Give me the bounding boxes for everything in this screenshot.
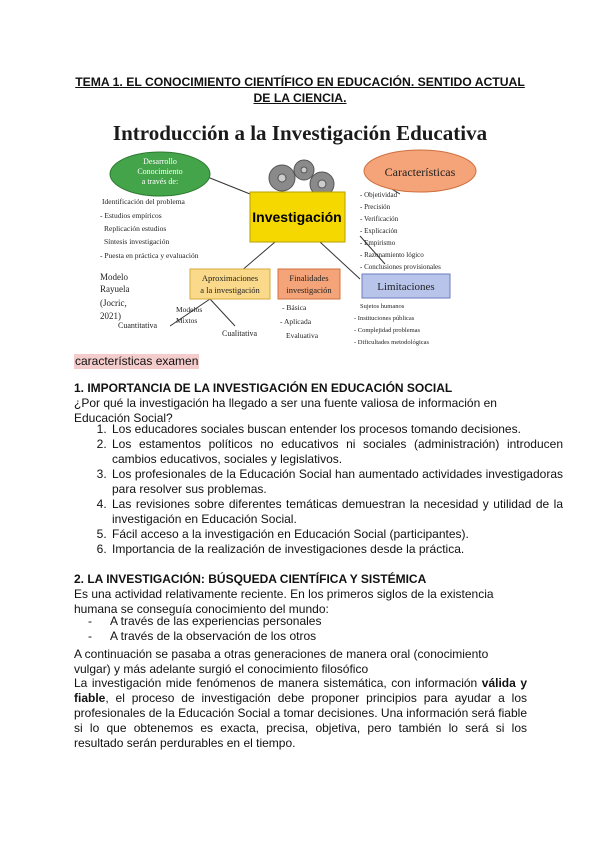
page-title <box>60 74 540 106</box>
cuantitativa-label: Cuantitativa <box>118 321 158 330</box>
list-item: 6. Importancia de la realización de investigaciones desde la práctica. <box>110 542 563 557</box>
para3-bold: válida y fiable <box>74 676 528 705</box>
gears-icon <box>269 160 334 196</box>
title-line-1: TEMA 1. EL CONOCIMIENTO CIENTÍFICO EN EDUCACIÓN. SENTIDO ACTUAL <box>75 75 525 89</box>
desarrollo-items <box>100 197 199 260</box>
modelo-rayuela <box>100 272 130 321</box>
limitaciones-item: - Dificultades metodológicas <box>354 339 430 346</box>
finalidades-line-1: Finalidades <box>289 273 329 283</box>
finalidad-item: - Aplicada <box>280 317 312 326</box>
desarrollo-line-1: Desarrollo <box>143 157 177 166</box>
desarrollo-item: - Puesta en práctica y evaluación <box>100 251 199 260</box>
cualitativa-label: Cualitativa <box>222 329 258 338</box>
figure-heading: Introducción a la Investigación Educativa <box>112 121 488 145</box>
list-item: 2. Los estamentos políticos no educativos ni sociales (administración) introducen cambios educativos, sociales y legislativos. <box>110 437 563 467</box>
section-2-heading: 2. LA INVESTIGACIÓN: BÚSQUEDA CIENTÍFICA Y SISTÉMICA <box>74 572 427 586</box>
desarrollo-item: Síntesis investigación <box>104 237 170 246</box>
list-item: 5. Fácil acceso a la investigación en Educación Social (participantes). <box>110 527 563 542</box>
caracteristicas-item: - Explicación <box>360 227 398 235</box>
desarrollo-item: - Estudios empíricos <box>100 211 162 220</box>
para3-text-b: , el proceso de investigación debe proponer principios para ayudar a los profesionales de la Educación Social a tomar decisiones. Una información será fiable si lo que obtenemos es exacta, precisa, objetiva, pero también lo será si los resultado serán perdurables en el tiempo. <box>74 691 527 750</box>
highlight-note: características examen <box>75 354 199 368</box>
caracteristicas-item: - Empirismo <box>360 239 396 247</box>
limitaciones-items <box>354 303 430 346</box>
modelos-mixtos-line: Modelos <box>176 305 203 314</box>
modelo-line: 2021) <box>100 311 121 321</box>
list-item: 4. Las revisiones sobre diferentes temáticas demuestran la necesidad y utilidad de la investigación en Educación Social. <box>110 497 563 527</box>
desarrollo-item: Replicación estudios <box>104 224 167 233</box>
modelos-mixtos <box>176 305 202 325</box>
para3-text-a: La investigación mide fenómenos de manera sistemática, con información <box>74 676 482 690</box>
finalidad-item: Evaluativa <box>286 331 319 340</box>
modelos-mixtos-line: Mixtos <box>176 316 198 325</box>
modelo-line: Modelo <box>100 272 128 282</box>
aproximaciones-line-1: Aproximaciones <box>201 273 259 283</box>
section-2-paragraph-3 <box>74 676 527 751</box>
caracteristicas-item: - Conclusiones provisionales <box>360 263 441 271</box>
section-2-intro: Es una actividad relativamente reciente. En los primeros siglos de la existencia humana se conseguía conocimiento del mundo: <box>74 587 494 616</box>
limitaciones-item: - Complejidad problemas <box>354 327 421 334</box>
caracteristicas-items <box>360 191 441 271</box>
aproximaciones-line-2: a la investigación <box>200 285 260 295</box>
title-line-2: DE LA CIENCIA. <box>253 91 347 105</box>
modelo-line: Rayuela <box>100 284 130 294</box>
list-item: 3. Los profesionales de la Educación Social han aumentado actividades investigadoras para resolver sus problemas. <box>110 467 563 497</box>
caracteristicas-item: - Verificación <box>360 215 399 223</box>
center-label: Investigación <box>252 209 342 225</box>
desarrollo-line-3: a través de: <box>141 177 179 186</box>
section-2-paragraph-2: A continuación se pasaba a otras generaciones de manera oral (conocimiento vulgar) y más adelante surgió el conocimiento filosófico <box>74 647 489 676</box>
section-1-question: ¿Por qué la investigación ha llegado a ser una fuente valiosa de información en Educación Social? <box>74 396 497 425</box>
finalidades-line-2: investigación <box>286 285 332 295</box>
caracteristicas-label: Características <box>384 165 456 179</box>
section-1-list <box>74 422 563 557</box>
limitaciones-item: - Instituciones públicas <box>354 315 415 322</box>
list-item: 1. Los educadores sociales buscan entender los procesos tomando decisiones. <box>110 422 563 437</box>
finalidad-items <box>280 303 319 340</box>
finalidad-item: - Básica <box>282 303 307 312</box>
modelo-line: (Jocric, <box>100 298 127 308</box>
desarrollo-line-2: Conocimiento <box>137 167 183 176</box>
section-1-heading: 1. IMPORTANCIA DE LA INVESTIGACIÓN EN EDUCACIÓN SOCIAL <box>74 381 453 395</box>
caracteristicas-item: - Precisión <box>360 203 391 211</box>
limitaciones-item: Sujetos humanos <box>360 303 405 310</box>
section-2-list <box>74 614 563 644</box>
list-item: - A través de las experiencias personales <box>110 614 563 629</box>
list-item: - A través de la observación de los otros <box>110 629 563 644</box>
limitaciones-label: Limitaciones <box>377 281 435 293</box>
concept-map-figure <box>70 114 530 354</box>
caracteristicas-item: - Objetividad <box>360 191 398 199</box>
desarrollo-item: Identificación del problema <box>102 197 185 206</box>
caracteristicas-item: - Razonamiento lógico <box>360 251 424 259</box>
